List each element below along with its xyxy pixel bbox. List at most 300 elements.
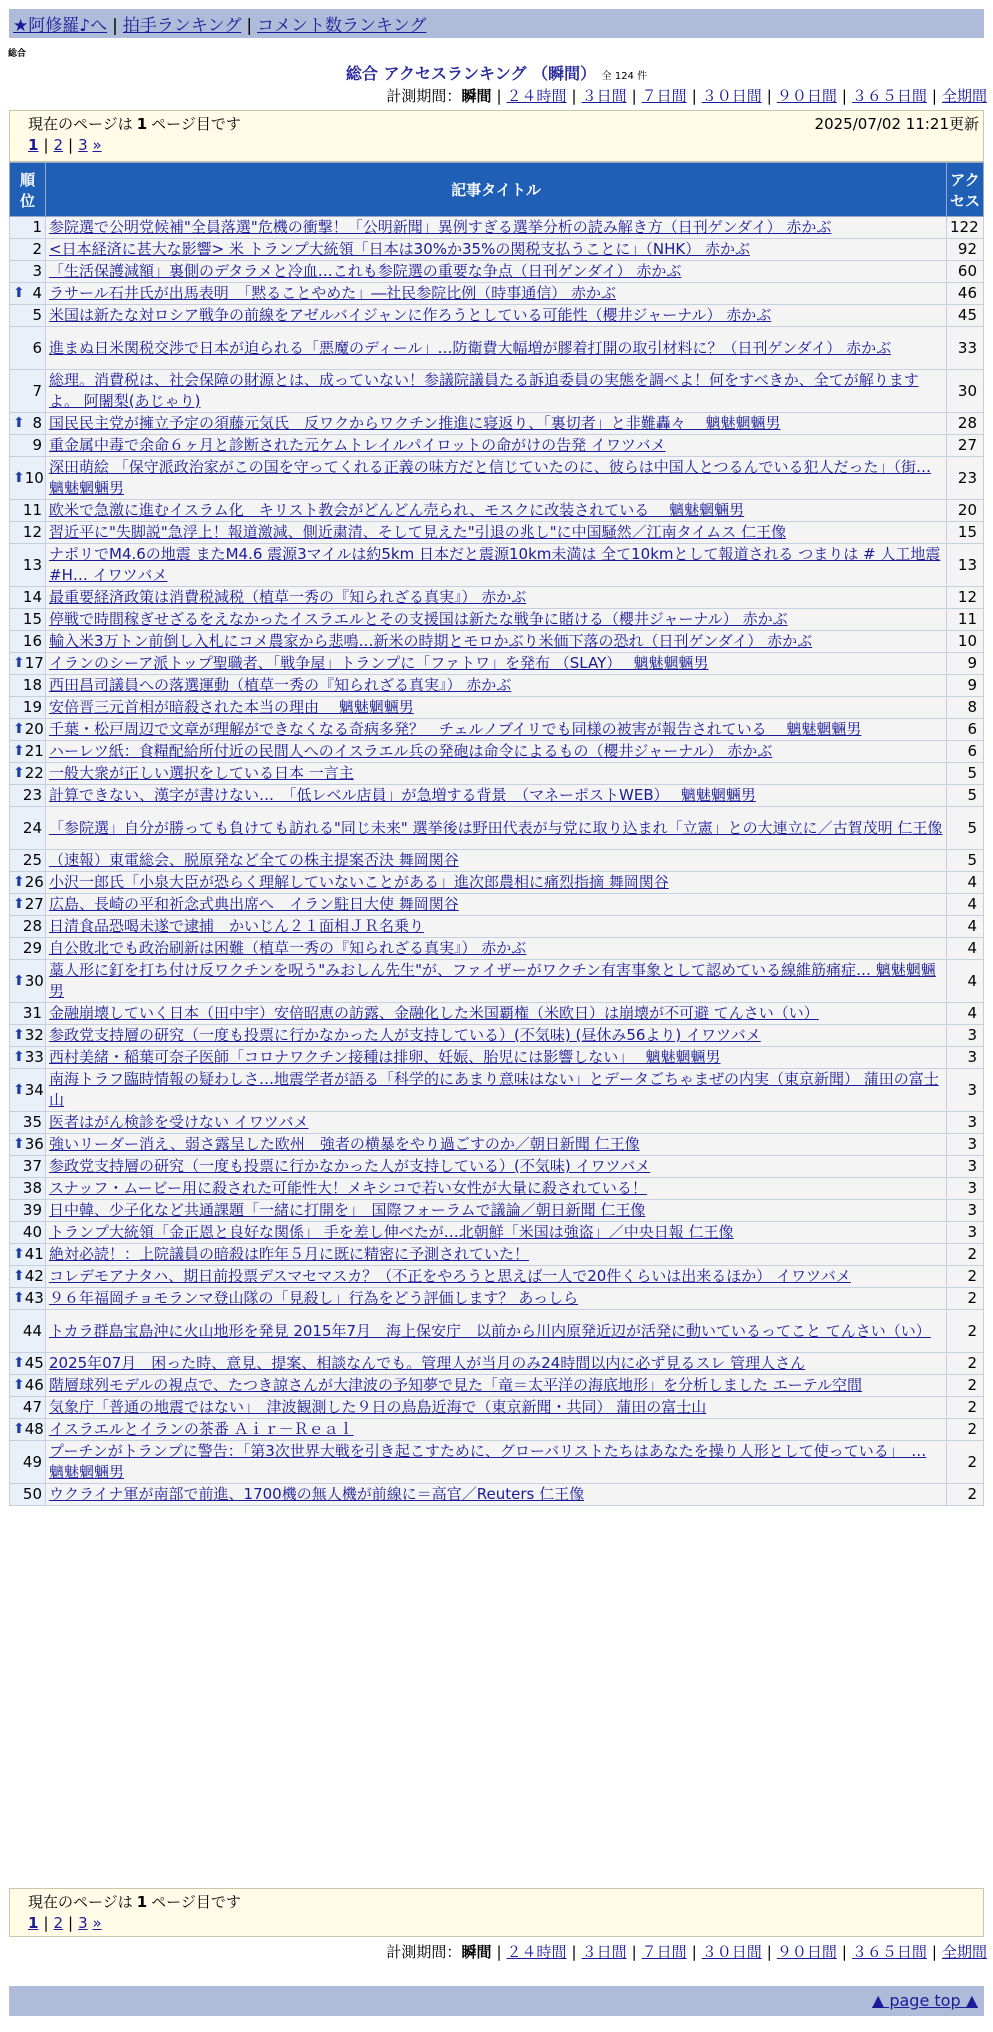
nav-link-comment-ranking[interactable]: コメント数ランキング <box>257 16 427 36</box>
table-row <box>10 1047 984 1069</box>
title-cell <box>46 1025 947 1047</box>
separator: | <box>112 16 118 36</box>
access-count: 30 <box>947 370 984 413</box>
rank-number: 46 <box>24 1376 44 1394</box>
access-count: 28 <box>947 413 984 435</box>
period-link-6[interactable]: ３６５日間 <box>851 87 927 105</box>
rank-number: 14 <box>22 588 42 606</box>
article-link[interactable]: 総理。消費税は、社会保障の財源とは、成っていない！参議院議員たる訴追委員の実態を調べよ！何をすべきか、全てが解りますよ。 阿闍梨(あじゃり) <box>49 371 919 410</box>
title-cell <box>46 631 947 653</box>
access-count: 3 <box>947 1069 984 1112</box>
title-cell <box>46 1200 947 1222</box>
rank-number: 5 <box>32 306 42 324</box>
title-cell <box>46 938 947 960</box>
rank-cell <box>10 500 46 522</box>
rank-number: 43 <box>24 1289 44 1307</box>
table-row <box>10 631 984 653</box>
article-link[interactable]: ハーレツ紙：食糧配給所付近の民間人へのイスラエル兵の発砲は命令によるもの（櫻井ジャーナル） 赤かぶ <box>49 742 773 760</box>
article-link[interactable]: イスラエルとイランの茶番 Ａｉｒ－Ｒｅａｌ <box>49 1420 354 1438</box>
access-count: 2 <box>947 1397 984 1419</box>
current-page-number: 1 <box>136 115 148 133</box>
up-arrow-icon: ⬆ <box>13 1081 25 1098</box>
pagination <box>28 1914 102 1932</box>
access-count: 2 <box>947 1244 984 1266</box>
article-link[interactable]: 強いリーダー消え、弱さ露呈した欧州 強者の横暴をやり過ごすのか／朝日新聞 仁王像 <box>49 1135 640 1153</box>
title-cell <box>46 239 947 261</box>
access-count: 9 <box>947 653 984 675</box>
rank-number: 35 <box>22 1113 42 1131</box>
table-row <box>10 1353 984 1375</box>
title-cell <box>46 500 947 522</box>
next-page-link[interactable]: » <box>92 1914 102 1932</box>
table-row <box>10 675 984 697</box>
title-cell <box>46 457 947 500</box>
title-cell <box>46 653 947 675</box>
title-cell <box>46 850 947 872</box>
total-count: 全 124 件 <box>601 71 648 82</box>
rank-number: 39 <box>22 1201 42 1219</box>
article-link[interactable]: 「参院選」自分が勝っても負けても訪れる"同じ未来" 選挙後は野田代表が与党に取り込まれ「立憲」との大連立に／古賀茂明 仁王像 <box>49 818 943 837</box>
article-link[interactable]: 西田昌司議員への落選運動（植草一秀の『知られざる真実』） 赤かぶ <box>49 676 512 694</box>
rank-cell <box>10 413 46 435</box>
access-count: 2 <box>947 1375 984 1397</box>
page-suffix: ページ目です <box>151 1893 241 1911</box>
up-arrow-icon: ⬆ <box>13 415 25 431</box>
page-suffix: ページ目です <box>151 115 241 133</box>
rank-number: 41 <box>24 1245 44 1263</box>
access-count: 122 <box>947 217 984 239</box>
article-link[interactable]: 習近平に"失脚説"急浮上！報道激減、側近粛清、そして見えた"引退の兆し"に中国騒然／江南タイムス 仁王像 <box>49 523 787 541</box>
page-link-1[interactable]: 1 <box>28 136 39 154</box>
access-count: 4 <box>947 894 984 916</box>
title-cell <box>46 1178 947 1200</box>
top-nav-bar <box>9 9 984 38</box>
rank-number: 22 <box>24 764 44 782</box>
rank-number: 18 <box>22 676 42 694</box>
article-link[interactable]: （速報）東電総会、脱原発など全ての株主提案否決 舞岡関谷 <box>49 851 459 869</box>
rank-cell <box>10 1047 46 1069</box>
table-row <box>10 872 984 894</box>
access-count: 15 <box>947 522 984 544</box>
table-row <box>10 1200 984 1222</box>
separator: | <box>68 1914 74 1932</box>
rank-cell <box>10 1134 46 1156</box>
page-prefix: 現在のページは <box>28 1893 133 1911</box>
access-count: 3 <box>947 1156 984 1178</box>
access-count: 6 <box>947 719 984 741</box>
table-row <box>10 217 984 239</box>
rank-cell <box>10 1310 46 1353</box>
article-link[interactable]: 参政党支持層の研究（一度も投票に行かなかった人が支持している）(不気味) (昼休み56より) イワツバメ <box>49 1026 761 1044</box>
article-link[interactable]: 重金属中毒で余命６ヶ月と診断された元ケムトレイルパイロットの命がけの告発 イワツバメ <box>49 436 666 454</box>
rank-cell <box>10 1266 46 1288</box>
title-cell <box>46 960 947 1003</box>
article-link[interactable]: 千葉・松戸周辺で文章が理解ができなくなる奇病多発？ チェルノブイリでも同様の被害が報告されている 魑魅魍魎男 <box>49 720 862 738</box>
title-cell <box>46 1222 947 1244</box>
title-cell <box>46 1419 947 1441</box>
title-cell <box>46 1353 947 1375</box>
title-cell <box>46 1375 947 1397</box>
period-link-1[interactable]: ２４時間 <box>506 87 567 105</box>
article-link[interactable]: 国民民主党が擁立予定の須藤元気氏 反ワクからワクチン推進に寝返り、「裏切者」と非難轟々 魑魅魍魎男 <box>49 414 781 432</box>
title-cell <box>46 217 947 239</box>
title-cell <box>46 1047 947 1069</box>
article-link[interactable]: 一般大衆が正しい選択をしている日本 一言主 <box>49 764 354 782</box>
separator: | <box>631 87 637 105</box>
table-row <box>10 500 984 522</box>
access-count: 2 <box>947 1419 984 1441</box>
title-cell <box>46 283 947 305</box>
rank-number: 48 <box>24 1420 44 1438</box>
rank-number: 25 <box>22 851 42 869</box>
rank-cell <box>10 327 46 370</box>
title-cell <box>46 719 947 741</box>
rank-cell <box>10 1244 46 1266</box>
table-row <box>10 1397 984 1419</box>
column-header-title: 記事タイトル <box>46 163 947 217</box>
article-link[interactable]: 藁人形に釘を打ち付け反ワクチンを呪う"みおしん先生"が、ファイザーがワクチン有害事象として認めている線維筋痛症… 魑魅魍魎男 <box>49 961 936 1000</box>
title-cell <box>46 435 947 457</box>
rank-number: 2 <box>32 240 42 258</box>
access-count: 2 <box>947 1288 984 1310</box>
table-row <box>10 609 984 631</box>
title-cell <box>46 785 947 807</box>
access-count: 27 <box>947 435 984 457</box>
ranking-heading <box>0 61 993 84</box>
rank-number: 8 <box>32 414 42 432</box>
period-selector-bottom <box>386 1941 987 1962</box>
page-info-top <box>9 110 984 162</box>
current-page-number: 1 <box>136 1893 148 1911</box>
rank-number: 1 <box>32 218 42 236</box>
period-link-2[interactable]: ３日間 <box>581 1943 627 1961</box>
title-cell <box>46 413 947 435</box>
separator: | <box>43 1914 49 1932</box>
table-row <box>10 522 984 544</box>
rank-cell <box>10 1353 46 1375</box>
up-arrow-icon: ⬆ <box>13 1246 25 1262</box>
article-link[interactable]: 計算できない、漢字が書けない… 「低レベル店員」が急増する背景 （マネーポストWEB） 魑魅魍魎男 <box>49 786 756 804</box>
period-link-1[interactable]: ２４時間 <box>506 1943 567 1961</box>
period-link-2[interactable]: ３日間 <box>581 87 627 105</box>
up-arrow-icon: ⬆ <box>13 1049 25 1065</box>
article-link[interactable]: スナッフ・ムービー用に殺された可能性大！メキシコで若い女性が大量に殺されている！ <box>49 1179 647 1197</box>
rank-cell <box>10 1156 46 1178</box>
article-link[interactable]: 絶対必読！：上院議員の暗殺は昨年５月に既に精密に予測されていた！ <box>49 1245 530 1263</box>
rank-cell <box>10 1112 46 1134</box>
title-cell <box>46 1266 947 1288</box>
period-label: 計測期間： <box>386 1943 462 1961</box>
table-header-row <box>10 163 984 217</box>
title-cell <box>46 544 947 587</box>
period-current: 瞬間 <box>461 1943 492 1961</box>
period-link-4[interactable]: ３０日間 <box>701 1943 762 1961</box>
table-row <box>10 457 984 500</box>
access-count: 3 <box>947 1134 984 1156</box>
rank-cell <box>10 1222 46 1244</box>
rank-number: 37 <box>22 1157 42 1175</box>
up-arrow-icon: ⬆ <box>13 765 25 781</box>
table-row <box>10 283 984 305</box>
article-link[interactable]: 停戦で時間稼ぎせざるをえなかったイスラエルとその支援国は新たな戦争に賭ける（櫻井ジャーナル） 赤かぶ <box>49 610 788 628</box>
separator: | <box>931 87 937 105</box>
rank-cell <box>10 697 46 719</box>
up-arrow-icon: ⬆ <box>13 285 25 301</box>
rank-number: 15 <box>22 610 42 628</box>
article-link[interactable]: 金融崩壊していく日本（田中宇）安倍昭恵の訪露、金融化した米国覇権（米欧日）は崩壊が不可避 てんさい（い） <box>49 1004 819 1022</box>
rank-cell <box>10 894 46 916</box>
article-link[interactable]: トカラ群島宝島沖に火山地形を発見 2015年7月 海上保安庁 以前から川内原発近辺が活発に動いているってこと てんさい（い） <box>49 1321 931 1340</box>
access-count: 9 <box>947 675 984 697</box>
article-link[interactable]: ラサール石井氏が出馬表明 「黙ることやめた」―社民参院比例（時事通信） 赤かぶ <box>49 284 616 302</box>
up-arrow-icon: ⬆ <box>13 896 25 912</box>
title-cell <box>46 1397 947 1419</box>
table-row <box>10 370 984 413</box>
page-link-1[interactable]: 1 <box>28 1914 39 1932</box>
table-row <box>10 850 984 872</box>
access-count: 11 <box>947 609 984 631</box>
rank-number: 7 <box>32 381 42 400</box>
period-current: 瞬間 <box>461 87 492 105</box>
rank-cell <box>10 763 46 785</box>
access-count: 3 <box>947 1178 984 1200</box>
period-link-3[interactable]: ７日間 <box>641 87 687 105</box>
nav-link-asyura[interactable]: ★阿修羅♪へ <box>13 16 108 36</box>
rank-cell <box>10 544 46 587</box>
article-link[interactable]: 進まぬ日米関税交渉で日本が迫られる「悪魔のディール」…防衛費大幅増が膠着打開の取引材料に？（日刊ゲンダイ） 赤かぶ <box>49 338 892 357</box>
separator: | <box>631 1943 637 1961</box>
rank-cell <box>10 1419 46 1441</box>
title-cell <box>46 1156 947 1178</box>
rank-cell <box>10 938 46 960</box>
article-link[interactable]: 気象庁「普通の地震ではない」 津波観測した９日の鳥島近海で（東京新聞・共同） 蒲田の富士山 <box>49 1398 707 1416</box>
rank-number: 24 <box>22 818 42 837</box>
table-row <box>10 719 984 741</box>
access-count: 3 <box>947 1222 984 1244</box>
separator: | <box>43 136 49 154</box>
rank-number: 9 <box>32 436 42 454</box>
article-link[interactable]: コレデモアナタハ、期日前投票デスマセマスカ？（不正をやろうと思えば一人で20件くらいは出来るほか） イワツバメ <box>49 1267 851 1285</box>
rank-cell <box>10 785 46 807</box>
separator: | <box>766 1943 772 1961</box>
access-count: 20 <box>947 500 984 522</box>
up-arrow-icon: ⬆ <box>13 469 25 486</box>
table-row <box>10 1310 984 1353</box>
updated-timestamp: 2025/07/02 11:21更新 <box>814 115 979 133</box>
up-arrow-icon: ⬆ <box>13 1136 25 1152</box>
access-count: 3 <box>947 1112 984 1134</box>
rank-number: 13 <box>22 555 42 574</box>
rank-number: 34 <box>24 1080 44 1099</box>
article-link[interactable]: ナポリでM4.6の地震 またM4.6 震源3マイルは約5km 日本だと震源10km未満は 全て10kmとして報道される つまりは # 人工地震 #H… イワツバメ <box>49 545 941 584</box>
rank-cell <box>10 1025 46 1047</box>
period-link-3[interactable]: ７日間 <box>641 1943 687 1961</box>
rank-cell <box>10 1003 46 1025</box>
separator: | <box>571 1943 577 1961</box>
nav-link-applause-ranking[interactable]: 拍手ランキング <box>122 16 242 36</box>
access-count: 2 <box>947 1441 984 1484</box>
article-link[interactable]: 広島、長崎の平和祈念式典出席へ イラン駐日大使 舞岡関谷 <box>49 895 459 913</box>
rank-number: 27 <box>24 895 44 913</box>
article-link[interactable]: 医者はがん検診を受けない イワツバメ <box>49 1113 309 1131</box>
title-cell <box>46 261 947 283</box>
up-arrow-icon: ⬆ <box>13 874 25 890</box>
article-link[interactable]: トランプ大統領「金正恩と良好な関係」 手を差し伸べたが…北朝鮮「米国は強盗」／中央日報 仁王像 <box>49 1223 734 1241</box>
period-link-6[interactable]: ３６５日間 <box>851 1943 927 1961</box>
access-count: 33 <box>947 327 984 370</box>
rank-number: 44 <box>22 1321 42 1340</box>
title-cell <box>46 1003 947 1025</box>
article-link[interactable]: 小沢一郎氏「小泉大臣が恐らく理解していないことがある」進次郎農相に痛烈指摘 舞岡関谷 <box>49 873 669 891</box>
rank-cell <box>10 1288 46 1310</box>
ranking-title: 総合 アクセスランキング （瞬間） <box>345 64 597 83</box>
article-link[interactable]: 日中韓、少子化など共通課題「一緒に打開を」 国際フォーラムで議論／朝日新聞 仁王像 <box>49 1201 646 1219</box>
page-prefix: 現在のページは <box>28 115 133 133</box>
rank-number: 6 <box>32 338 42 357</box>
access-count: 6 <box>947 741 984 763</box>
access-count: 5 <box>947 850 984 872</box>
table-row <box>10 1266 984 1288</box>
article-link[interactable]: 最重要経済政策は消費税減税（植草一秀の『知られざる真実』） 赤かぶ <box>49 588 527 606</box>
article-link[interactable]: ９６年福岡チョモランマ登山隊の「見殺し」行為をどう評価します？ あっしら <box>49 1289 579 1307</box>
up-arrow-icon: ⬆ <box>13 1027 25 1043</box>
table-row <box>10 261 984 283</box>
article-link[interactable]: 階層球列モデルの視点で、たつき諒さんが大津波の予知夢で見た「竜＝太平洋の海底地形」を分析しました エーテル空間 <box>49 1376 862 1394</box>
title-cell <box>46 1310 947 1353</box>
access-count: 10 <box>947 631 984 653</box>
access-count: 2 <box>947 1484 984 1506</box>
title-cell <box>46 1069 947 1112</box>
separator: | <box>246 16 253 36</box>
table-row <box>10 763 984 785</box>
period-link-5[interactable]: ９０日間 <box>776 1943 837 1961</box>
rank-cell <box>10 872 46 894</box>
article-link[interactable]: イランのシーア派トップ聖職者、「戦争屋」トランプに「ファトワ」を発布 （SLAY） 魑魅魍魎男 <box>49 654 709 672</box>
article-link[interactable]: 参院選で公明党候補"全員落選"危機の衝撃！「公明新聞」異例すぎる選挙分析の読み解き方（日刊ゲンダイ） 赤かぶ <box>49 218 832 236</box>
article-link[interactable]: プーチンがトランプに警告：「第3次世界大戦を引き起こすために、グローバリストたちはあなたを操り人形として使っている」 … 魑魅魍魎男 <box>49 1442 927 1481</box>
article-link[interactable]: <日本経済に甚大な影響> 米 トランプ大統領「日本は30%か35%の関税支払うことに」（NHK） 赤かぶ <box>49 240 750 258</box>
up-arrow-icon: ⬆ <box>13 1268 25 1284</box>
rank-number: 40 <box>22 1223 42 1241</box>
column-header-count: アクセス <box>947 163 984 217</box>
rank-cell <box>10 370 46 413</box>
column-header-rank: 順位 <box>10 163 46 217</box>
period-link-5[interactable]: ９０日間 <box>776 87 837 105</box>
article-link[interactable]: 輸入米3万トン前倒し入札にコメ農家から悲鳴…新米の時期とモロかぶり米価下落の恐れ（日刊ゲンダイ） 赤かぶ <box>49 632 813 650</box>
rank-number: 28 <box>22 917 42 935</box>
rank-number: 23 <box>22 786 42 804</box>
access-count: 92 <box>947 239 984 261</box>
rank-cell <box>10 457 46 500</box>
table-row <box>10 741 984 763</box>
access-count: 4 <box>947 916 984 938</box>
table-row <box>10 1025 984 1047</box>
title-cell <box>46 763 947 785</box>
separator: | <box>496 87 502 105</box>
article-link[interactable]: 日清食品恐喝未遂で逮捕 かいじん２１面相ＪＲ名乗り <box>49 917 425 935</box>
rank-number: 11 <box>22 501 42 519</box>
access-count: 46 <box>947 283 984 305</box>
rank-cell <box>10 631 46 653</box>
page-info-bottom <box>9 1888 984 1937</box>
table-row <box>10 1441 984 1484</box>
access-count: 5 <box>947 785 984 807</box>
page-link-3[interactable]: 3 <box>78 1914 88 1932</box>
pagination <box>28 136 102 154</box>
table-row <box>10 1069 984 1112</box>
period-link-4[interactable]: ３０日間 <box>701 87 762 105</box>
title-cell <box>46 587 947 609</box>
rank-number: 31 <box>22 1004 42 1022</box>
rank-number: 47 <box>22 1398 42 1416</box>
up-arrow-icon: ⬆ <box>13 1421 25 1437</box>
period-link-7[interactable]: 全期間 <box>941 1943 987 1961</box>
access-count: 5 <box>947 807 984 850</box>
article-link[interactable]: 安倍晋三元首相が暗殺された本当の理由 魑魅魍魎男 <box>49 698 414 716</box>
page-link-3[interactable]: 3 <box>78 136 88 154</box>
access-count: 45 <box>947 305 984 327</box>
access-count: 2 <box>947 1353 984 1375</box>
title-cell <box>46 697 947 719</box>
title-cell <box>46 609 947 631</box>
table-row <box>10 1222 984 1244</box>
title-cell <box>46 1244 947 1266</box>
article-link[interactable]: ウクライナ軍が南部で前進、1700機の無人機が前線に＝高官／Reuters 仁王像 <box>49 1485 585 1503</box>
article-link[interactable]: 自公敗北でも政治刷新は困難（植草一秀の『知られざる真実』） 赤かぶ <box>49 939 527 957</box>
current-page-text <box>28 113 241 134</box>
up-arrow-icon: ⬆ <box>13 1377 25 1393</box>
title-cell <box>46 370 947 413</box>
rank-number: 17 <box>24 654 44 672</box>
article-link[interactable]: 2025年07月 困った時、意見、提案、相談なんでも。管理人が当月のみ24時間以内に必ず見るスレ 管理人さん <box>49 1354 806 1372</box>
rank-cell <box>10 1375 46 1397</box>
up-arrow-icon: ⬆ <box>13 972 25 989</box>
rank-number: 29 <box>22 939 42 957</box>
separator: | <box>766 87 772 105</box>
access-count: 3 <box>947 1047 984 1069</box>
article-link[interactable]: 欧米で急激に進むイスラム化 キリスト教会がどんどん売られ、モスクに改装されている 魑魅魍魎男 <box>49 501 745 519</box>
article-link[interactable]: 米国は新たな対ロシア戦争の前線をアゼルバイジャンに作ろうとしている可能性（櫻井ジャーナル） 赤かぶ <box>49 306 772 324</box>
period-link-7[interactable]: 全期間 <box>941 87 987 105</box>
separator: | <box>841 87 847 105</box>
up-arrow-icon: ⬆ <box>13 655 25 671</box>
separator: | <box>68 136 74 154</box>
article-link[interactable]: 南海トラフ臨時情報の疑わしさ…地震学者が語る「科学的にあまり意味はない」とデータごちゃまぜの内実（東京新聞） 蒲田の富士山 <box>49 1070 939 1109</box>
page-link-2[interactable]: 2 <box>53 136 64 154</box>
rank-cell <box>10 960 46 1003</box>
next-page-link[interactable]: » <box>92 136 102 154</box>
title-cell <box>46 872 947 894</box>
table-row <box>10 1419 984 1441</box>
article-link[interactable]: 「生活保護減額」裏側のデタラメと冷血…これも参院選の重要な争点（日刊ゲンダイ） 赤かぶ <box>49 262 682 280</box>
rank-cell <box>10 850 46 872</box>
page-link-2[interactable]: 2 <box>53 1914 64 1932</box>
rank-number: 21 <box>24 742 44 760</box>
separator: | <box>571 87 577 105</box>
rank-number: 20 <box>24 720 44 738</box>
rank-cell <box>10 305 46 327</box>
rank-number: 42 <box>24 1267 44 1285</box>
article-link[interactable]: 西村美緒・稲葉可奈子医師「コロナワクチン接種は排卵、妊娠、胎児には影響しない」 魑魅魍魎男 <box>49 1048 721 1066</box>
article-link[interactable]: 参政党支持層の研究（一度も投票に行かなかった人が支持している）(不気味) イワツバメ <box>49 1157 651 1175</box>
title-cell <box>46 807 947 850</box>
article-link[interactable]: 深田萌絵 「保守派政治家がこの国を守ってくれる正義の味方だと信じていたのに、彼らは中国人とつるんでいる犯人だった」（街… 魑魅魍魎男 <box>49 458 931 497</box>
access-count: 12 <box>947 587 984 609</box>
page-top-link[interactable]: ▲ page top ▲ <box>871 1991 978 2010</box>
table-row <box>10 327 984 370</box>
rank-number: 12 <box>22 523 42 541</box>
table-row <box>10 305 984 327</box>
